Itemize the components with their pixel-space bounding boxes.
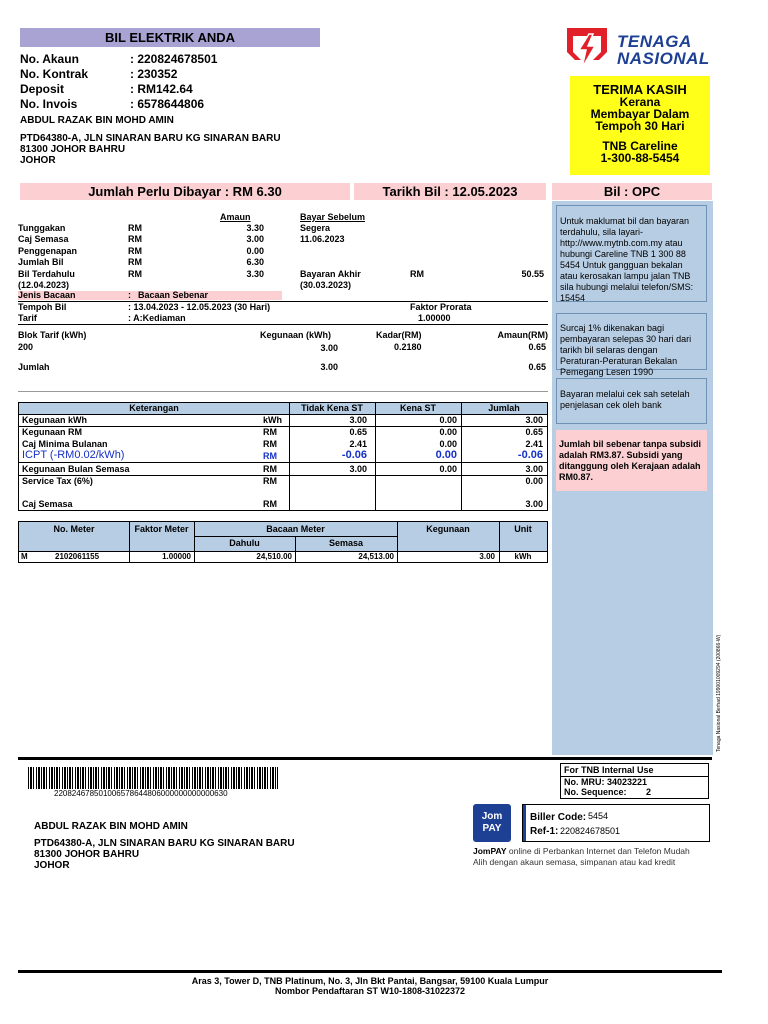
contract-number: : 230352 [130, 67, 178, 81]
jompay-note [473, 846, 713, 868]
payslip-customer-address [34, 838, 295, 871]
st-header: Kena ST [399, 403, 436, 413]
icpt-cell: -0.06 [517, 449, 543, 461]
account-info [20, 52, 320, 112]
last-payment-amount: 50.55 [521, 269, 544, 279]
thanks-line: Kerana [619, 95, 661, 109]
icpt-unit: RM [263, 451, 277, 461]
info-box-subsidy: Jumlah bil sebenar tanpa subsidi adalah RM3.87. Subsidi yang ditanggung oleh Kerajaan adalah RM0.87. [556, 430, 707, 491]
internal-use-box [560, 763, 709, 799]
prorate-label: Faktor Prorata [410, 302, 472, 312]
prorate-value: 1.00000 [418, 313, 451, 323]
deposit-value: : RM142.64 [130, 82, 193, 96]
info-box-contact: Untuk maklumat bil dan bayaran terdahulu, sila layari- http://www.mytnb.com.my atau hubungi Careline TNB 1 300 88 5454 Untuk gangguan bekalan atau kerosakan lampu jalan TNB sila hubungi melalui telefon/SMS: 15454 [556, 205, 707, 302]
detail-cell: 0.00 [439, 439, 457, 449]
footer-rule [18, 970, 722, 973]
meter-unit-header: Unit [514, 524, 532, 534]
tariff-block [18, 330, 548, 375]
currency: RM [128, 257, 142, 267]
deposit-label: Deposit [20, 82, 65, 96]
account-label: No. Akaun [20, 52, 79, 66]
footer-address: Aras 3, Tower D, TNB Platinum, No. 3, Jln Bkt Pantai, Bangsar, 59100 Kuala Lumpur [191, 976, 549, 986]
currency: RM [128, 223, 142, 233]
bill-period-label: Tempoh Bil [18, 302, 67, 312]
usage-header: Kegunaan (kWh) [260, 330, 331, 340]
no-st-header: Tidak Kena ST [301, 403, 363, 413]
tariff-block-header: Blok Tarif (kWh) [18, 330, 87, 340]
thank-you-box [570, 76, 710, 175]
rate-value: 0.2180 [394, 342, 422, 352]
meter-code: M [21, 552, 28, 561]
detail-cell: 0.65 [349, 427, 367, 437]
barcode [28, 767, 278, 789]
description-header: Keterangan [129, 403, 179, 413]
amount-due: Jumlah Perlu Dibayar : RM 6.30 [20, 183, 350, 200]
detail-cell: 0.00 [525, 476, 543, 486]
account-row [20, 52, 320, 67]
payslip-customer-name: ABDUL RAZAK BIN MOHD AMIN [34, 821, 188, 832]
detail-cell: 0.00 [439, 427, 457, 437]
internal-use-title: For TNB Internal Use [561, 764, 708, 777]
meter-unit: kWh [514, 552, 532, 561]
meter-reading-header: Bacaan Meter [266, 524, 325, 534]
bill-title: BIL ELEKTRIK ANDA [20, 28, 320, 47]
biller-code-value: 5454 [588, 811, 609, 821]
previous-reading-header: Dahulu [229, 538, 260, 548]
jompay-note-line1: online di Perbankan Internet dan Telefon Mudah [506, 846, 690, 856]
vertical-company-note: Tenaga Nasional Berhad 199001009294 (200866-W) [716, 634, 722, 752]
detail-row-unit: kWh [263, 415, 282, 425]
detail-cell: 0.00 [439, 464, 457, 474]
mru-number: No. MRU: 34023221 [564, 777, 648, 787]
thanks-line: TERIMA KASIH [593, 82, 687, 97]
meter-number: 2102061155 [55, 552, 100, 561]
total-bill-label: Jumlah Bil [18, 257, 64, 267]
invoice-label: No. Invois [20, 97, 78, 111]
usage-value: 3.00 [320, 343, 338, 353]
detail-cell: 0.65 [525, 427, 543, 437]
tariff-total-label: Jumlah [18, 362, 50, 372]
detail-cell: 3.00 [525, 499, 543, 509]
currency: RM [128, 269, 142, 279]
tnb-emblem-icon [563, 24, 611, 72]
previous-reading: 24,510.00 [256, 552, 292, 561]
address-line: 81300 JOHOR BAHRU [34, 849, 140, 860]
address-line: PTD64380-A, JLN SINARAN BARU KG SINARAN BARU [20, 133, 281, 144]
detail-row-label: Kegunaan kWh [22, 415, 88, 425]
jompay-logo [473, 804, 511, 842]
ref-label: Ref-1: [530, 826, 559, 837]
customer-name: ABDUL RAZAK BIN MOHD AMIN [20, 115, 174, 126]
jompay-logo-top: Jom [481, 811, 503, 822]
detail-cell: 3.00 [349, 464, 367, 474]
detail-row-label: Caj Minima Bulanan [22, 439, 108, 449]
icpt-cell: -0.06 [341, 449, 367, 461]
amount-col-header: Amaun [220, 212, 251, 222]
current-charge-label: Caj Semasa [18, 234, 69, 244]
thanks-line: Tempoh 30 Hari [595, 119, 685, 133]
icpt-label: ICPT (-RM0.02/kWh) [22, 449, 125, 461]
careline-number: 1-300-88-5454 [600, 151, 680, 165]
currency: RM [128, 246, 142, 256]
current-reading: 24,513.00 [358, 552, 394, 561]
contract-label: No. Kontrak [20, 67, 89, 81]
tnb-logo [563, 24, 723, 74]
detail-row-unit: RM [263, 499, 277, 509]
prev-bill-label: Bil Terdahulu [18, 269, 75, 279]
meter-factor: 1.00000 [162, 552, 191, 561]
detail-row-unit: RM [263, 439, 277, 449]
customer-address [20, 133, 281, 166]
detail-cell: 3.00 [525, 415, 543, 425]
sequence-row [561, 787, 708, 797]
jompay-biller-box [522, 804, 710, 842]
detail-table [18, 402, 548, 511]
account-row [20, 97, 320, 112]
account-row [20, 82, 320, 97]
current-charge-due: 11.06.2023 [300, 234, 345, 244]
reading-type-label: Jenis Bacaan [18, 290, 76, 300]
current-charge-amount: 3.00 [246, 234, 264, 244]
sequence-value: 2 [646, 787, 652, 797]
account-row [20, 67, 320, 82]
rounding-label: Penggenapan [18, 246, 78, 256]
address-line: JOHOR [20, 155, 56, 166]
detail-cell: 3.00 [525, 464, 543, 474]
barcode-number: 220824678501006578644806000000000000630 [54, 789, 228, 798]
arrears-due: Segera [300, 223, 331, 233]
arrears-label: Tunggakan [18, 223, 66, 233]
bill-period-value: : 13.04.2023 - 12.05.2023 (30 Hari) [128, 302, 271, 312]
detail-cell: 0.00 [439, 415, 457, 425]
bill-type: Bil : OPC [552, 183, 712, 200]
detail-row-label: Service Tax (6%) [22, 476, 93, 486]
detail-row-label: Kegunaan RM [22, 427, 83, 437]
amount-value: 0.65 [528, 342, 546, 352]
reading-info [18, 290, 548, 326]
rounding-amount: 0.00 [246, 246, 264, 256]
detail-row-unit: RM [263, 427, 277, 437]
sequence-label: No. Sequence: [564, 787, 627, 797]
last-payment-date: (30.03.2023) [300, 280, 352, 290]
invoice-number: : 6578644806 [130, 97, 205, 111]
tariff-block-value: 200 [18, 342, 34, 352]
detail-row-label: Caj Semasa [22, 499, 73, 509]
detail-row-label: Kegunaan Bulan Semasa [22, 464, 130, 474]
meter-factor-header: Faktor Meter [134, 524, 189, 534]
info-box-surcharge: Surcaj 1% dikenakan bagi pembayaran selepas 30 hari dari tarikh bil selaras dengan Peraturan-Peraturan Bekalan Pemegang Lesen 1990 [556, 313, 707, 370]
detail-cell: 3.00 [349, 415, 367, 425]
detail-cell: 2.41 [525, 439, 543, 449]
account-number: : 220824678501 [130, 52, 218, 66]
brand-line-2: NASIONAL [617, 49, 710, 68]
tariff-value: : A:Kediaman [128, 313, 186, 323]
total-header: Jumlah [488, 403, 520, 413]
prev-bill-amount: 3.30 [246, 269, 264, 279]
ref-value: 220824678501 [560, 826, 621, 836]
jompay-logo-bottom: PAY [482, 823, 502, 834]
prev-bill-date: (12.04.2023) [18, 280, 70, 290]
bill-date: Tarikh Bil : 12.05.2023 [354, 183, 546, 200]
brand-line-1: TENAGA [617, 32, 692, 51]
jompay-brand: JomPAY [473, 846, 507, 856]
biller-code-label: Biller Code: [530, 812, 587, 823]
jompay-note-line2: Alih dengan akaun semasa, simpanan atau kad kredit [473, 857, 676, 867]
detail-row-unit: RM [263, 476, 277, 486]
meter-no-header: No. Meter [53, 524, 95, 534]
current-reading-header: Semasa [328, 538, 364, 548]
tariff-label: Tarif [18, 313, 37, 323]
currency: RM [128, 234, 142, 244]
charges-summary [18, 212, 548, 292]
icpt-cell: 0.00 [435, 449, 457, 461]
tear-line [18, 757, 712, 760]
meter-usage: 3.00 [479, 552, 495, 561]
thanks-line: Membayar Dalam [590, 107, 690, 121]
rate-header: Kadar(RM) [376, 330, 422, 340]
footer-registration: Nombor Pendaftaran ST W10-1808-31022372 [274, 986, 466, 996]
section-divider [18, 391, 548, 392]
total-bill-amount: 6.30 [246, 257, 264, 267]
careline-label: TNB Careline [602, 139, 678, 153]
tariff-total-usage: 3.00 [320, 362, 338, 372]
info-box-cheque: Bayaran melalui cek sah setelah penjelasan cek oleh bank [556, 378, 707, 424]
arrears-amount: 3.30 [246, 223, 264, 233]
pay-before-col-header: Bayar Sebelum [300, 212, 366, 222]
detail-cell: 2.41 [349, 439, 367, 449]
reading-type-value: Bacaan Sebenar [138, 290, 209, 300]
detail-row-unit: RM [263, 464, 277, 474]
address-line: PTD64380-A, JLN SINARAN BARU KG SINARAN BARU [34, 838, 295, 849]
address-line: 81300 JOHOR BAHRU [20, 144, 126, 155]
reading-type-colon: : [128, 290, 131, 300]
last-payment-label: Bayaran Akhir [300, 269, 361, 279]
tariff-total-amount: 0.65 [528, 362, 546, 372]
meter-usage-header: Kegunaan [426, 524, 470, 534]
amount-header: Amaun(RM) [497, 330, 548, 340]
currency: RM [410, 269, 424, 279]
address-line: JOHOR [34, 860, 70, 871]
meter-table [18, 521, 548, 563]
